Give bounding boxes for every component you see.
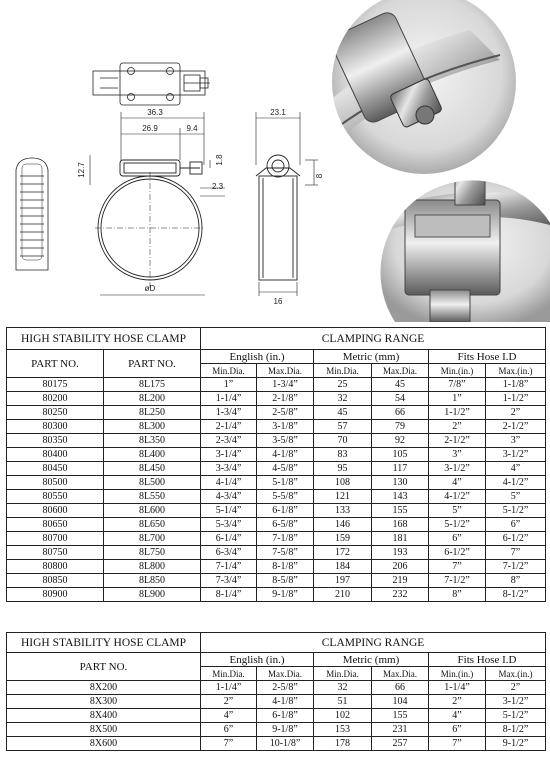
table-cell: 121 — [314, 490, 372, 504]
sub-min-in: Min.(in.) — [429, 364, 486, 378]
table-cell: 6-1/8” — [257, 709, 314, 723]
table-cell: 5” — [429, 504, 486, 518]
table-cell: 1-1/8” — [486, 378, 546, 392]
sub-min-dia: Min.Dia. — [314, 667, 372, 681]
dim-band-width: 16 — [273, 297, 283, 306]
sub-max-dia: Max.Dia. — [257, 364, 314, 378]
table-cell: 210 — [314, 588, 372, 602]
table-row — [7, 574, 546, 588]
table-row — [7, 588, 546, 602]
table-cell: 7” — [201, 737, 257, 751]
table-cell: 8L900 — [104, 588, 201, 602]
table-cell: 8-1/8” — [257, 560, 314, 574]
technical-drawings — [0, 0, 550, 322]
table-cell: 95 — [314, 462, 372, 476]
table-title: HIGH STABILITY HOSE CLAMP — [7, 328, 201, 350]
dim-part-a: 26.9 — [142, 124, 158, 133]
table-row — [7, 709, 546, 723]
table-cell: 45 — [314, 406, 372, 420]
table-cell: 7-1/2” — [429, 574, 486, 588]
table-cell: 3-3/4” — [201, 462, 257, 476]
table-cell: 32 — [314, 681, 372, 695]
table-cell: 2-3/4” — [201, 434, 257, 448]
sub-min-dia: Min.Dia. — [201, 667, 257, 681]
table-cell: 9-1/8” — [257, 723, 314, 737]
english-header: English (in.) — [201, 350, 314, 364]
table-cell: 133 — [314, 504, 372, 518]
table-cell: 8L700 — [104, 532, 201, 546]
table-cell: 8-1/2” — [486, 723, 546, 737]
table-cell: 2” — [429, 420, 486, 434]
table-cell: 2” — [486, 681, 546, 695]
table-cell: 8-1/2” — [486, 588, 546, 602]
table-cell: 4” — [429, 709, 486, 723]
sub-min-dia: Min.Dia. — [314, 364, 372, 378]
table-cell: 8L850 — [104, 574, 201, 588]
table-title: HIGH STABILITY HOSE CLAMP — [7, 633, 201, 653]
table-1-body — [7, 378, 546, 602]
table-row — [7, 434, 546, 448]
table-cell: 80700 — [7, 532, 104, 546]
table-cell: 4” — [201, 709, 257, 723]
table-cell: 168 — [372, 518, 429, 532]
table-cell: 3-1/2” — [429, 462, 486, 476]
table-cell: 80400 — [7, 448, 104, 462]
table-cell: 193 — [372, 546, 429, 560]
table-cell: 7” — [429, 737, 486, 751]
table-cell: 4-1/4” — [201, 476, 257, 490]
table-row — [7, 420, 546, 434]
dim-band-thickness: 1.8 — [215, 154, 224, 166]
table-cell: 7” — [486, 546, 546, 560]
table-cell: 8L450 — [104, 462, 201, 476]
table-cell: 2-1/8” — [257, 392, 314, 406]
table-cell: 7” — [429, 560, 486, 574]
part-no-header-2: PART NO. — [104, 350, 201, 378]
table-cell: 219 — [372, 574, 429, 588]
table-cell: 8” — [429, 588, 486, 602]
table-row — [7, 490, 546, 504]
table-row — [7, 723, 546, 737]
table-cell: 1-1/4” — [429, 681, 486, 695]
table-cell: 6” — [201, 723, 257, 737]
metric-header: Metric (mm) — [314, 350, 429, 364]
table-cell: 8L600 — [104, 504, 201, 518]
table-cell: 7-1/4” — [201, 560, 257, 574]
table-cell: 4-5/8” — [257, 462, 314, 476]
table-cell: 8X600 — [7, 737, 201, 751]
table-cell: 2-1/2” — [429, 434, 486, 448]
table-cell: 32 — [314, 392, 372, 406]
table-cell: 4-1/2” — [486, 476, 546, 490]
metric-header: Metric (mm) — [314, 653, 429, 667]
table-row — [7, 504, 546, 518]
table-cell: 8-1/4” — [201, 588, 257, 602]
table-cell: 80800 — [7, 560, 104, 574]
dim-part-b: 9.4 — [186, 124, 198, 133]
table-cell: 4” — [429, 476, 486, 490]
dim-left-height: 12.7 — [77, 162, 86, 178]
table-cell: 6-3/4” — [201, 546, 257, 560]
table-cell: 66 — [372, 406, 429, 420]
table-cell: 80300 — [7, 420, 104, 434]
table-cell: 80900 — [7, 588, 104, 602]
table-cell: 4-1/2” — [429, 490, 486, 504]
sub-max-dia: Max.Dia. — [257, 667, 314, 681]
table-cell: 3-5/8” — [257, 434, 314, 448]
table-cell: 8L650 — [104, 518, 201, 532]
sub-max-dia: Max.Dia. — [372, 364, 429, 378]
table-cell: 2-1/2” — [486, 420, 546, 434]
table-cell: 57 — [314, 420, 372, 434]
table-cell: 3-1/2” — [486, 695, 546, 709]
sub-max-dia: Max.Dia. — [372, 667, 429, 681]
table-cell: 8L250 — [104, 406, 201, 420]
table-cell: 105 — [372, 448, 429, 462]
table-cell: 5-3/4” — [201, 518, 257, 532]
table-cell: 1-1/4” — [201, 681, 257, 695]
table-row — [7, 560, 546, 574]
table-cell: 3-1/4” — [201, 448, 257, 462]
table-row — [7, 681, 546, 695]
table-cell: 8L175 — [104, 378, 201, 392]
table-row — [7, 378, 546, 392]
table-cell: 2-1/4” — [201, 420, 257, 434]
table-cell: 155 — [372, 709, 429, 723]
table-cell: 159 — [314, 532, 372, 546]
table-cell: 1-3/4” — [257, 378, 314, 392]
table-cell: 7-5/8” — [257, 546, 314, 560]
table-cell: 5-1/4” — [201, 504, 257, 518]
table-cell: 5-1/8” — [257, 476, 314, 490]
product-photo-bottom — [380, 160, 550, 322]
table-cell: 80750 — [7, 546, 104, 560]
table-cell: 66 — [372, 681, 429, 695]
table-cell: 8L200 — [104, 392, 201, 406]
table-cell: 8X500 — [7, 723, 201, 737]
table-cell: 172 — [314, 546, 372, 560]
table-cell: 4-1/8” — [257, 448, 314, 462]
table-cell: 8-5/8” — [257, 574, 314, 588]
table-cell: 3” — [486, 434, 546, 448]
table-cell: 2-5/8” — [257, 681, 314, 695]
table-cell: 6-1/8” — [257, 504, 314, 518]
table-cell: 92 — [372, 434, 429, 448]
table-row — [7, 448, 546, 462]
table-cell: 1” — [201, 378, 257, 392]
table-cell: 80850 — [7, 574, 104, 588]
table-cell: 8L300 — [104, 420, 201, 434]
table-cell: 8L750 — [104, 546, 201, 560]
table-cell: 197 — [314, 574, 372, 588]
table-cell: 3-1/2” — [486, 448, 546, 462]
table-cell: 231 — [372, 723, 429, 737]
part-no-header: PART NO. — [7, 653, 201, 681]
table-cell: 80550 — [7, 490, 104, 504]
dim-diameter: øD — [144, 284, 156, 293]
table-cell: 1” — [429, 392, 486, 406]
table-cell: 25 — [314, 378, 372, 392]
table-cell: 80600 — [7, 504, 104, 518]
product-photo-top — [300, 0, 516, 174]
table-cell: 8” — [486, 574, 546, 588]
table-cell: 2-5/8” — [257, 406, 314, 420]
table-cell: 104 — [372, 695, 429, 709]
part-no-header: PART NO. — [7, 350, 104, 378]
table-cell: 9-1/8” — [257, 588, 314, 602]
table-cell: 8X400 — [7, 709, 201, 723]
dim-housing-width: 23.1 — [270, 108, 286, 117]
table-cell: 178 — [314, 737, 372, 751]
sub-min-in: Min.(in.) — [429, 667, 486, 681]
table-cell: 9-1/2” — [486, 737, 546, 751]
table-cell: 8L550 — [104, 490, 201, 504]
table-cell: 130 — [372, 476, 429, 490]
top-view-drawing — [93, 63, 210, 105]
table-cell: 2” — [429, 695, 486, 709]
clamping-range-header: CLAMPING RANGE — [201, 633, 546, 653]
table-row — [7, 518, 546, 532]
table-cell: 8L800 — [104, 560, 201, 574]
sub-max-in: Max.(in.) — [486, 364, 546, 378]
table-cell: 3-1/8” — [257, 420, 314, 434]
table-cell: 7/8” — [429, 378, 486, 392]
table-2-body — [7, 681, 546, 751]
table-cell: 184 — [314, 560, 372, 574]
table-cell: 6-1/2” — [486, 532, 546, 546]
table-cell: 8L400 — [104, 448, 201, 462]
table-cell: 5-1/2” — [429, 518, 486, 532]
table-cell: 54 — [372, 392, 429, 406]
table-cell: 1-1/2” — [429, 406, 486, 420]
table-cell: 2” — [201, 695, 257, 709]
table-cell: 232 — [372, 588, 429, 602]
dimension-lines — [90, 112, 318, 296]
clamp-spec-table-1 — [6, 327, 546, 602]
table-row — [7, 392, 546, 406]
table-cell: 257 — [372, 737, 429, 751]
table-cell: 153 — [314, 723, 372, 737]
table-cell: 8L500 — [104, 476, 201, 490]
table-cell: 80450 — [7, 462, 104, 476]
table-cell: 5” — [486, 490, 546, 504]
table-cell: 80650 — [7, 518, 104, 532]
sub-max-in: Max.(in.) — [486, 667, 546, 681]
table-row — [7, 532, 546, 546]
table-cell: 80350 — [7, 434, 104, 448]
table-cell: 6” — [486, 518, 546, 532]
table-cell: 5-1/2” — [486, 504, 546, 518]
table-cell: 1-1/4” — [201, 392, 257, 406]
table-cell: 1-1/2” — [486, 392, 546, 406]
table-cell: 5-1/2” — [486, 709, 546, 723]
table-cell: 117 — [372, 462, 429, 476]
table-cell: 8L350 — [104, 434, 201, 448]
table-cell: 4” — [486, 462, 546, 476]
table-cell: 7-3/4” — [201, 574, 257, 588]
table-cell: 80175 — [7, 378, 104, 392]
table-cell: 80200 — [7, 392, 104, 406]
side-view-drawing — [256, 155, 300, 280]
table-cell: 3” — [429, 448, 486, 462]
table-cell: 6” — [429, 723, 486, 737]
table-cell: 6-1/4” — [201, 532, 257, 546]
table-cell: 79 — [372, 420, 429, 434]
dim-side-height: 8 — [315, 173, 324, 179]
sub-min-dia: Min.Dia. — [201, 364, 257, 378]
table-cell: 6-5/8” — [257, 518, 314, 532]
table-row — [7, 462, 546, 476]
table-cell: 7-1/8” — [257, 532, 314, 546]
table-cell: 206 — [372, 560, 429, 574]
table-cell: 8X200 — [7, 681, 201, 695]
band-strip-drawing — [16, 158, 48, 270]
table-row — [7, 695, 546, 709]
table-row — [7, 737, 546, 751]
table-cell: 181 — [372, 532, 429, 546]
table-cell: 5-5/8” — [257, 490, 314, 504]
table-row — [7, 546, 546, 560]
clamping-range-header: CLAMPING RANGE — [201, 328, 546, 350]
table-cell: 6-1/2” — [429, 546, 486, 560]
fits-hose-header: Fits Hose I.D — [429, 653, 546, 667]
clamp-spec-table-2 — [6, 632, 546, 751]
dim-total-width: 36.3 — [147, 108, 163, 117]
table-cell: 83 — [314, 448, 372, 462]
front-view-drawing — [95, 160, 205, 290]
table-cell: 7-1/2” — [486, 560, 546, 574]
english-header: English (in.) — [201, 653, 314, 667]
table-cell: 4-3/4” — [201, 490, 257, 504]
table-cell: 2” — [486, 406, 546, 420]
table-row — [7, 406, 546, 420]
table-cell: 6” — [429, 532, 486, 546]
table-cell: 146 — [314, 518, 372, 532]
table-cell: 102 — [314, 709, 372, 723]
table-cell: 108 — [314, 476, 372, 490]
table-cell: 4-1/8” — [257, 695, 314, 709]
table-cell: 51 — [314, 695, 372, 709]
dim-gap: 2.3 — [212, 182, 224, 191]
fits-hose-header: Fits Hose I.D — [429, 350, 546, 364]
table-cell: 70 — [314, 434, 372, 448]
table-cell: 143 — [372, 490, 429, 504]
table-cell: 80500 — [7, 476, 104, 490]
table-cell: 10-1/8” — [257, 737, 314, 751]
table-cell: 80250 — [7, 406, 104, 420]
table-row — [7, 476, 546, 490]
table-cell: 155 — [372, 504, 429, 518]
table-cell: 45 — [372, 378, 429, 392]
table-cell: 1-3/4” — [201, 406, 257, 420]
table-cell: 8X300 — [7, 695, 201, 709]
